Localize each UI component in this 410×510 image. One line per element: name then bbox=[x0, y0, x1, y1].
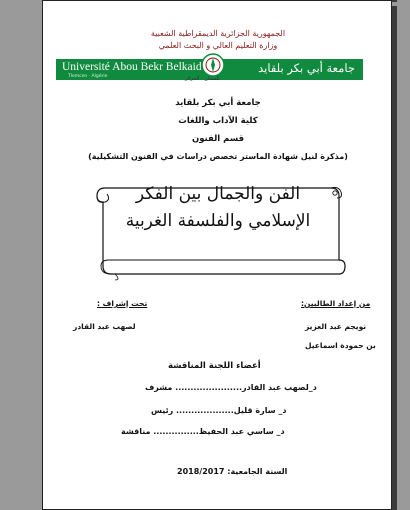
member-name: د_لصهب عبد القادر bbox=[242, 383, 317, 392]
student-name-2: بن حمودة اسماعيل bbox=[305, 341, 376, 350]
member-dots: ................... bbox=[175, 406, 234, 415]
university-logo-icon bbox=[201, 53, 225, 77]
university-line: جامعة أبي بكر بلقايد bbox=[175, 98, 261, 108]
logo-caption: تلمسان · الجزائر bbox=[185, 76, 220, 82]
member-name: د_ ساسي عبد الحفيظ bbox=[198, 427, 285, 436]
member-dots: ............... bbox=[153, 427, 199, 436]
department-line: قسم الفنون bbox=[191, 134, 245, 144]
committee-heading: أعضاء اللجنة المناقشة bbox=[168, 361, 261, 371]
member-role: مشرف bbox=[145, 383, 173, 392]
document-page bbox=[42, 0, 392, 510]
committee-member-3 bbox=[121, 427, 285, 436]
student-name-1: نويجم عبد العزيز bbox=[305, 322, 367, 331]
page-shadow-right bbox=[392, 6, 397, 510]
member-role: مناقشة bbox=[121, 427, 151, 436]
university-name-fr: Université Abou Bekr Belkaid bbox=[62, 61, 202, 73]
university-name-ar: جامعة أبي بكر بلقايد bbox=[258, 61, 355, 75]
academic-year-label: السنة الجامعية: bbox=[227, 467, 288, 476]
member-dots: ...................... bbox=[175, 383, 243, 392]
committee-member-2 bbox=[151, 406, 287, 415]
member-role: رئيس bbox=[151, 406, 174, 415]
ministry-line: وزارة التعليم العالي و البحث العلمي bbox=[158, 41, 278, 50]
thesis-note: (مذكرة لنيل شهادة الماستر تخصص دراسات في الفنون التشكيلية) bbox=[88, 152, 348, 161]
university-location-fr: Tlemcen · Algérie bbox=[68, 74, 108, 79]
thesis-title-line2: الإسلامي والفلسفة الغربية bbox=[125, 211, 311, 231]
supervision-label: تحت إشراف : bbox=[97, 299, 148, 308]
academic-year-value: 2018/2017 bbox=[177, 467, 225, 476]
students-label: من إعداد الطالبين: bbox=[301, 299, 371, 308]
member-name: د_ سارة قليل bbox=[233, 406, 287, 415]
thesis-title-line1: الفن والجمال بين الفكر bbox=[135, 184, 301, 204]
committee-member-1 bbox=[145, 383, 317, 392]
supervisor-name: لصهب عبد القادر bbox=[73, 322, 136, 331]
academic-year bbox=[177, 467, 287, 476]
republic-line: الجمهورية الجزائرية الديمقراطية الشعبية bbox=[150, 29, 286, 38]
faculty-line: كلية الآداب واللغات bbox=[178, 116, 258, 126]
